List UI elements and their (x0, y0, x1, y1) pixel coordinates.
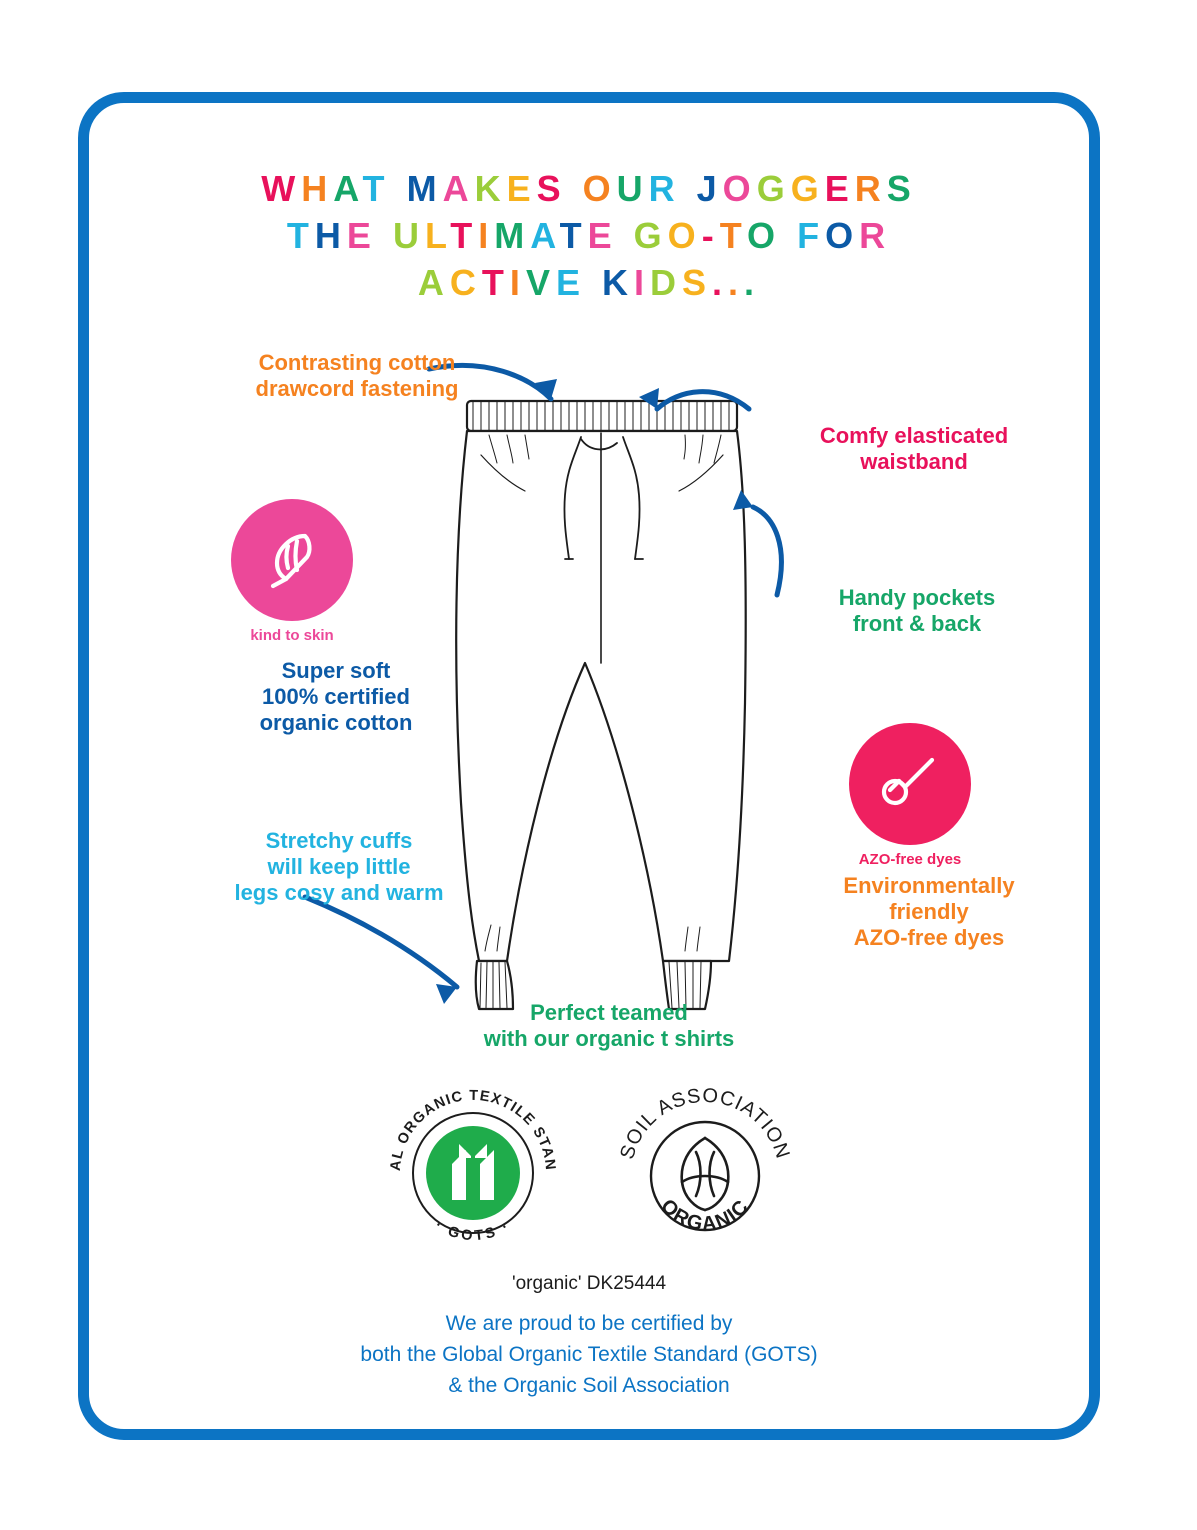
callout-pockets-line-2: front & back (852, 610, 982, 636)
certification-note-line-3: & the Organic Soil Association (448, 1374, 730, 1397)
arrow-cuffs (305, 897, 457, 987)
certification-note-line-1: We are proud to be certified by (445, 1312, 733, 1335)
callout-azo-line-2: friendly (889, 898, 969, 924)
callout-pockets-line-1: Handy pockets (838, 585, 996, 610)
callout-drawcord-line-1: Contrasting cotton (258, 350, 456, 375)
svg-text:GLOBAL ORGANIC TEXTILE STANDAR: GLOBAL ORGANIC TEXTILE STANDARD (371, 1066, 559, 1172)
infographic-card (78, 92, 1100, 1440)
callout-waistband-line-1: Comfy elasticated (819, 423, 1009, 448)
callout-supersoft-line-2: 100% certified (262, 683, 410, 709)
badge-azo-free-dyes-caption: AZO-free dyes (858, 851, 962, 868)
paintbrush-icon (872, 746, 948, 822)
callout-pockets (757, 585, 1077, 637)
soil-association-logo (610, 1078, 800, 1268)
badge-kind-to-skin (231, 499, 353, 621)
title-line-2: THE ULTIMATE GO-TO FOR (286, 215, 892, 256)
callout-drawcord (192, 350, 522, 402)
certification-logos (89, 1066, 1089, 1268)
feather-icon (255, 523, 329, 597)
callout-cuffs-line-2: will keep little (267, 853, 411, 879)
arrow-pockets (753, 507, 781, 595)
badge-kind-to-skin-caption: kind to skin (250, 627, 334, 644)
svg-text:SOIL ASSOCIATION: SOIL ASSOCIATION (616, 1084, 794, 1162)
callout-teamed-line-2: with our organic t shirts (483, 1025, 735, 1051)
badge-azo-free-dyes (849, 723, 971, 845)
certification-note (89, 1308, 1089, 1401)
callout-waistband (749, 423, 1079, 475)
gots-tshirt-icon (371, 1066, 568, 1268)
callout-cuffs-line-3: legs cosy and warm (234, 879, 444, 905)
certification-note-line-2: both the Global Organic Textile Standard (GOTS) (360, 1343, 818, 1366)
svg-text:· GOTS ·: · GOTS · (431, 1217, 515, 1245)
title-line-1: WHAT MAKES OUR JOGGERS (261, 168, 917, 209)
callout-teamed-line-1: Perfect teamed (530, 1000, 688, 1025)
callout-supersoft-line-3: organic cotton (259, 709, 413, 735)
svg-text:ORGANIC: ORGANIC (656, 1195, 754, 1236)
gots-logo (371, 1066, 568, 1268)
callout-waistband-line-2: waistband (860, 448, 968, 474)
callout-azo-line-3: AZO-free dyes (853, 924, 1005, 950)
soil-association-knot-icon (610, 1078, 800, 1268)
callout-teamed (379, 1000, 839, 1052)
certification-code: 'organic' DK25444 (511, 1273, 667, 1294)
title-line-3: ACTIVE KIDS... (417, 262, 761, 303)
callout-azo (769, 873, 1089, 951)
callout-supersoft (181, 658, 491, 736)
callout-drawcord-line-2: drawcord fastening (255, 375, 459, 401)
callout-supersoft-line-1: Super soft (281, 658, 391, 683)
callout-cuffs (149, 828, 529, 906)
callout-azo-line-1: Environmentally (843, 873, 1015, 898)
callout-cuffs-line-1: Stretchy cuffs (265, 828, 413, 853)
